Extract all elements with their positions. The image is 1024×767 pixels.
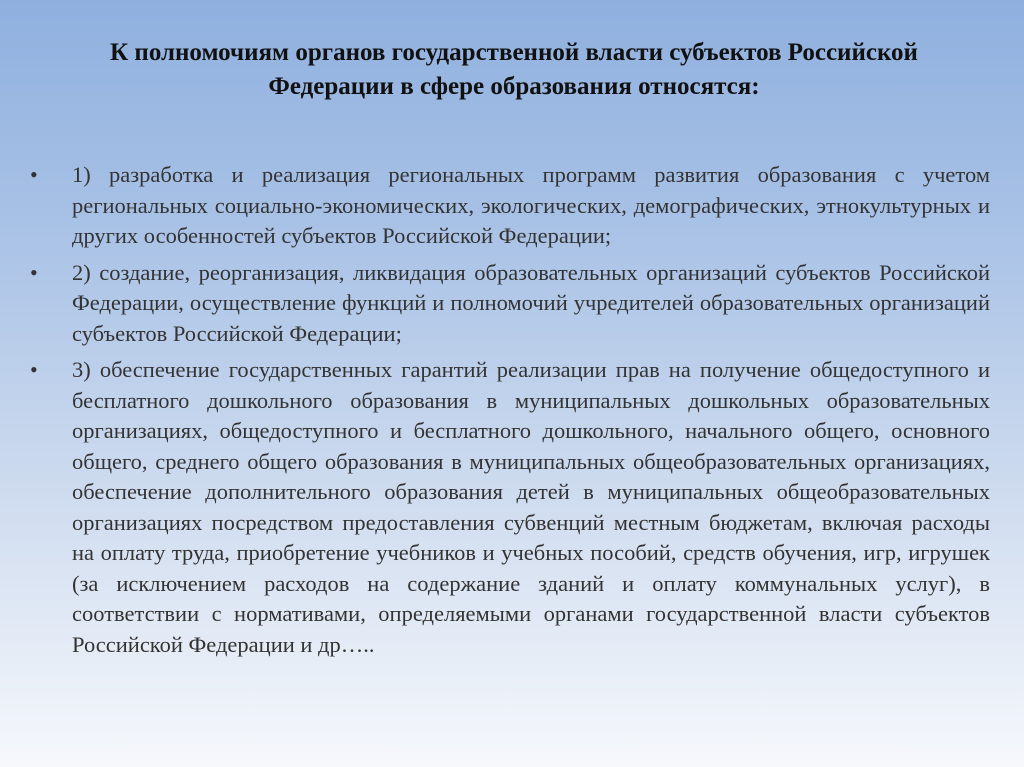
list-item-text: 3) обеспечение государственных гарантий реализации прав на получение общедоступного и бесплатного дошкольного образования в муниципальных дошкольных образовательных организациях, общедоступного и бесплатного дошкольного, начального общего, основного общего, среднего общего образования в муниципальных общеобразовательных организациях, обеспечение дополнительного образования детей в муниципальных общеобразовательных организациях посредством предоставления субвенций местным бюджетам, включая расходы на оплату труда, приобретение учебников и учебных пособий, средств обучения, игр, игрушек (за исключением расходов на содержание зданий и оплату коммунальных услуг), в соответствии с нормативами, определяемыми органами государственной власти субъектов Российской Федерации и др….. [72, 357, 990, 657]
bullet-icon: • [30, 162, 38, 187]
bullet-icon: • [30, 259, 38, 285]
bullet-list [30, 160, 990, 666]
bullet-icon: • [30, 357, 38, 382]
slide-title-line-2: Федерации в сфере образования относятся: [268, 73, 760, 100]
list-item-2 [30, 258, 990, 350]
slide-title [50, 36, 978, 104]
list-item-text: 2) создание, реорганизация, ликвидация образовательных организаций субъектов Российской Федерации, осуществление функций и полномочий учредителей образовательных организаций субъектов Российской Федерации; [72, 259, 990, 346]
list-item-1 [30, 160, 990, 252]
list-item-text: 1) разработка и реализация региональных программ развития образования с учетом региональных социально-экономических, экологических, демографических, этнокультурных и других особенностей субъектов Российской Федерации; [72, 162, 990, 248]
list-item-3 [30, 355, 990, 660]
slide-title-line-1: К полномочиям органов государственной власти субъектов Российской [110, 39, 918, 66]
